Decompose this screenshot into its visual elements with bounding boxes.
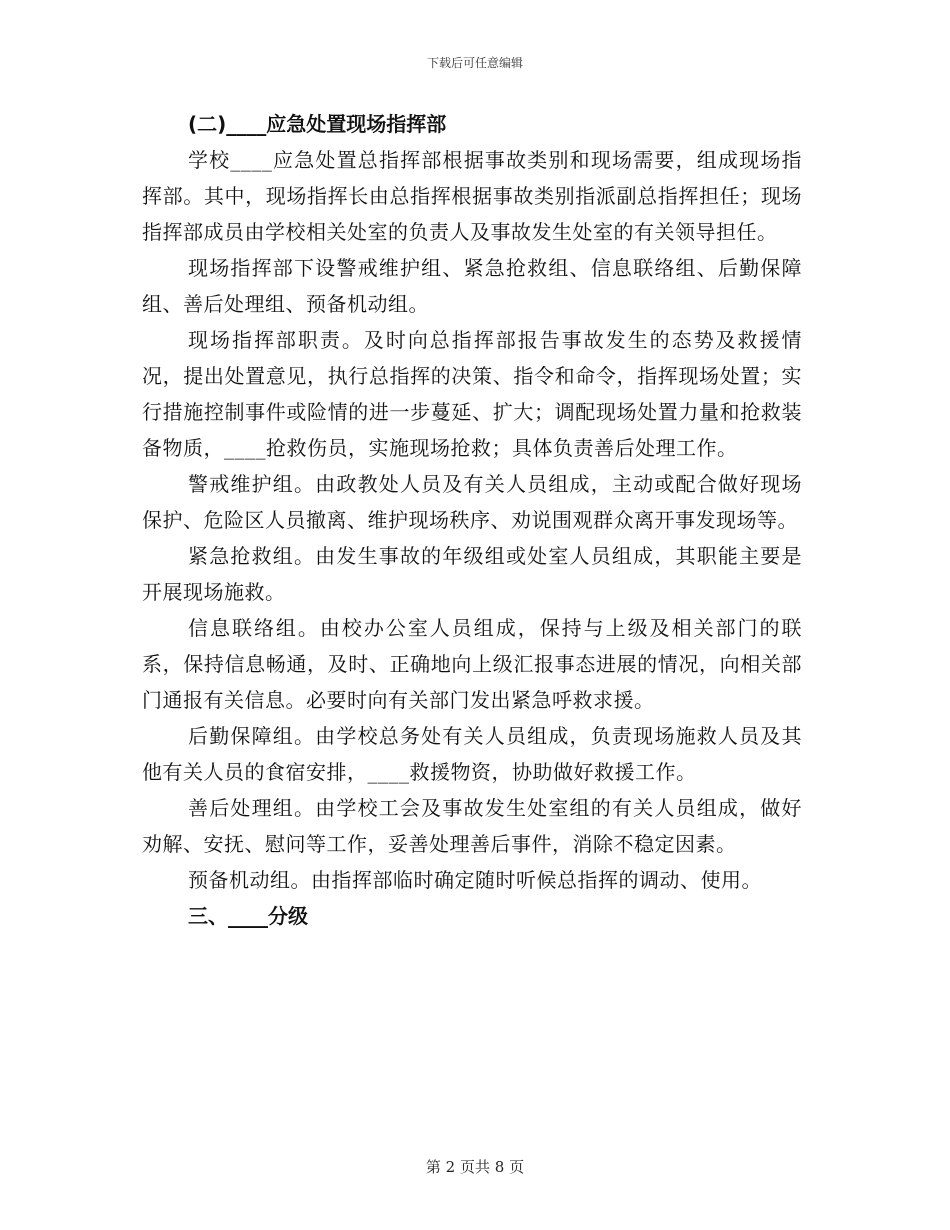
paragraph-reserve-group: 预备机动组。由指挥部临时确定随时听候总指挥的调动、使用。 xyxy=(188,868,762,892)
paragraph-aftermath-group: 善后处理组。由学校工会及事故发生处室组的有关人员组成，做好劝解、安抚、慰问等工作，妥善处理善后事件，消除不稳定因素。 xyxy=(142,796,802,856)
paragraph-groups-list: 现场指挥部下设警戒维护组、紧急抢救组、信息联络组、后勤保障组、善后处理组、预备机动组。 xyxy=(142,256,802,316)
page-header: 下载后可任意编辑 xyxy=(426,56,523,70)
paragraph-liaison-group: 信息联络组。由校办公室人员组成，保持与上级及相关部门的联系，保持信息畅通，及时、正确地向上级汇报事态进展的情况，向相关部门通报有关信息。必要时向有关部门发出紧急呼救求援。 xyxy=(142,616,802,712)
paragraph-command-formation: 学校____应急处置总指挥部根据事故类别和现场需要，组成现场指挥部。其中，现场指挥长由总指挥根据事故类别指派副总指挥担任；现场指挥部成员由学校相关处室的负责人及事故发生处室的有关领导担任。 xyxy=(142,148,802,244)
paragraph-guard-group: 警戒维护组。由政教处人员及有关人员组成，主动或配合做好现场保护、危险区人员撤离、维护现场秩序、劝说围观群众离开事发现场等。 xyxy=(142,472,802,532)
next-section-heading: 三、____分级 xyxy=(188,904,308,928)
document-body xyxy=(142,106,802,934)
section-heading: (二)____应急处置现场指挥部 xyxy=(188,112,447,136)
paragraph-logistics-group: 后勤保障组。由学校总务处有关人员组成，负责现场施救人员及其他有关人员的食宿安排，____救援物资，协助做好救援工作。 xyxy=(142,724,802,784)
paragraph-rescue-group: 紧急抢救组。由发生事故的年级组或处室人员组成，其职能主要是开展现场施救。 xyxy=(142,544,802,604)
page-number: 第 2 页共 8 页 xyxy=(425,1158,525,1176)
paragraph-command-duties: 现场指挥部职责。及时向总指挥部报告事故发生的态势及救援情况，提出处置意见，执行总指挥的决策、指令和命令，指挥现场处置；实行措施控制事件或险情的进一步蔓延、扩大；调配现场处置力量和抢救装备物质，____抢救伤员，实施现场抢救；具体负责善后处理工作。 xyxy=(142,328,802,460)
